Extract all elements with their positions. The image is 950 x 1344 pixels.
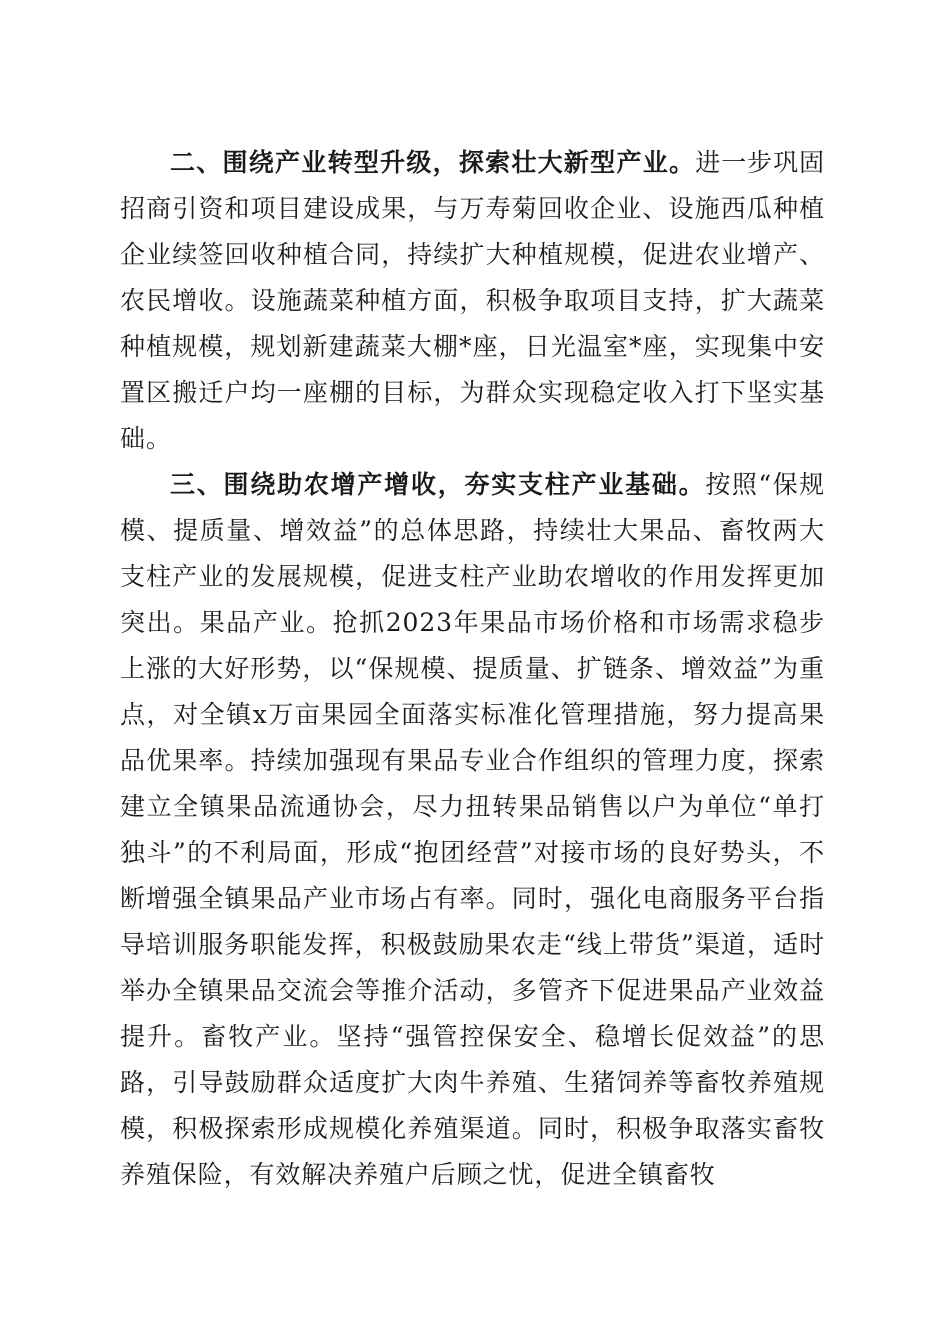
document-page [120, 140, 825, 1198]
paragraph-body-pillar-industries: 按照“保规模、提质量、增效益”的总体思路，持续壮大果品、畜牧两大支柱产业的发展规模，促进支柱产业助农增收的作用发挥更加突出。果品产业。抢抓2023年果品市场价格和市场需求稳步上涨的大好形势，以“保规模、提质量、扩链条、增效益”为重点，对全镇x万亩果园全面落实标准化管理措施，努力提高果品优果率。持续加强现有果品专业合作组织的管理力度，探索建立全镇果品流通协会，尽力扭转果品销售以户为单位“单打独斗”的不利局面，形成“抱团经营”对接市场的良好势头，不断增强全镇果品产业市场占有率。同时，强化电商服务平台指导培训服务职能发挥，积极鼓励果农走“线上带货”渠道，适时举办全镇果品交流会等推介活动，多管齐下促进果品产业效益提升。畜牧产业。坚持“强管控保安全、稳增长促效益”的思路，引导鼓励群众适度扩大肉牛养殖、生猪饲养等畜牧养殖规模，积极探索形成规模化养殖渠道。同时，积极争取落实畜牧养殖保险，有效解决养殖户后顾之忧，促进全镇畜牧 [120, 470, 825, 1189]
section-heading-industry-transformation: 二、围绕产业转型升级，探索壮大新型产业。 [170, 148, 696, 177]
paragraph-pillar-industries [120, 462, 825, 1198]
paragraph-body-industry-transformation: 进一步巩固招商引资和项目建设成果，与万寿菊回收企业、设施西瓜种植企业续签回收种植合同，持续扩大种植规模，促进农业增产、农民增收。设施蔬菜种植方面，积极争取项目支持，扩大蔬菜种植规模，规划新建蔬菜大棚*座，日光温室*座，实现集中安置区搬迁户均一座棚的目标，为群众实现稳定收入打下坚实基础。 [120, 148, 825, 453]
section-heading-pillar-industries: 三、围绕助农增产增收，夯实支柱产业基础。 [170, 470, 706, 499]
paragraph-industry-transformation [120, 140, 825, 462]
